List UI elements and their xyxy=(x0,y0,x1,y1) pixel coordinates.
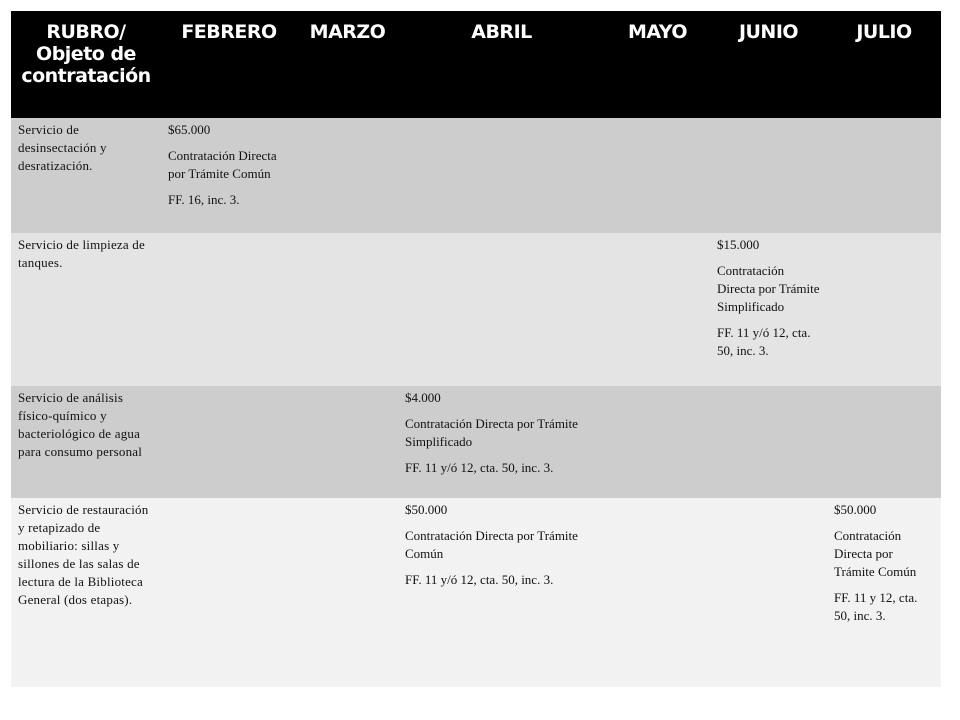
contracting-schedule-table xyxy=(11,11,941,687)
febrero-cell xyxy=(161,233,297,386)
amount: $50.000 xyxy=(405,502,448,517)
mayo-cell xyxy=(605,498,710,687)
contract-type: Contratación Directa por Trámite Simplificado xyxy=(717,263,820,314)
header-abril: ABRIL xyxy=(398,11,605,118)
junio-cell xyxy=(710,386,827,498)
julio-cell xyxy=(827,498,941,687)
abril-cell xyxy=(398,118,605,233)
header-marzo: MARZO xyxy=(297,11,398,118)
marzo-cell xyxy=(297,118,398,233)
febrero-cell xyxy=(161,386,297,498)
amount: $50.000 xyxy=(834,502,877,517)
rubro-cell: Servicio de limpieza de tanques. xyxy=(11,233,161,386)
header-julio: JULIO xyxy=(827,11,941,118)
header-row xyxy=(11,11,941,118)
marzo-cell xyxy=(297,386,398,498)
marzo-cell xyxy=(297,233,398,386)
rubro-cell: Servicio de desinsectación y desratización. xyxy=(11,118,161,233)
funding-source: FF. 16, inc. 3. xyxy=(168,192,240,207)
marzo-cell xyxy=(297,498,398,687)
header-junio: JUNIO xyxy=(710,11,827,118)
funding-source: FF. 11 y 12, cta. 50, inc. 3. xyxy=(834,590,918,623)
julio-cell xyxy=(827,118,941,233)
header-rubro: RUBRO/ Objeto de contratación xyxy=(11,11,161,118)
amount: $15.000 xyxy=(717,237,760,252)
junio-cell xyxy=(710,233,827,386)
febrero-cell xyxy=(161,498,297,687)
mayo-cell xyxy=(605,386,710,498)
mayo-cell xyxy=(605,233,710,386)
abril-cell xyxy=(398,233,605,386)
febrero-cell xyxy=(161,118,297,233)
contract-type: Contratación Directa por Trámite Común xyxy=(168,148,277,181)
junio-cell xyxy=(710,118,827,233)
abril-cell xyxy=(398,498,605,687)
contract-type: Contratación Directa por Trámite Común xyxy=(405,528,578,561)
contract-type: Contratación Directa por Trámite Simplificado xyxy=(405,416,578,449)
table-row xyxy=(11,498,941,687)
junio-cell xyxy=(710,498,827,687)
julio-cell xyxy=(827,233,941,386)
funding-source: FF. 11 y/ó 12, cta. 50, inc. 3. xyxy=(405,460,554,475)
funding-source: FF. 11 y/ó 12, cta. 50, inc. 3. xyxy=(717,325,811,358)
contract-type: Contratación Directa por Trámite Común xyxy=(834,528,917,579)
header-mayo: MAYO xyxy=(605,11,710,118)
table-row xyxy=(11,233,941,386)
amount: $4.000 xyxy=(405,390,441,405)
funding-source: FF. 11 y/ó 12, cta. 50, inc. 3. xyxy=(405,572,554,587)
table-row xyxy=(11,386,941,498)
amount: $65.000 xyxy=(168,122,211,137)
table-row xyxy=(11,118,941,233)
mayo-cell xyxy=(605,118,710,233)
rubro-cell: Servicio de restauración y retapizado de mobiliario: sillas y sillones de las salas de lectura de la Biblioteca General (dos etapas). xyxy=(11,498,161,687)
header-febrero: FEBRERO xyxy=(161,11,297,118)
rubro-cell: Servicio de análisis físico-químico y bacteriológico de agua para consumo personal xyxy=(11,386,161,498)
julio-cell xyxy=(827,386,941,498)
abril-cell xyxy=(398,386,605,498)
